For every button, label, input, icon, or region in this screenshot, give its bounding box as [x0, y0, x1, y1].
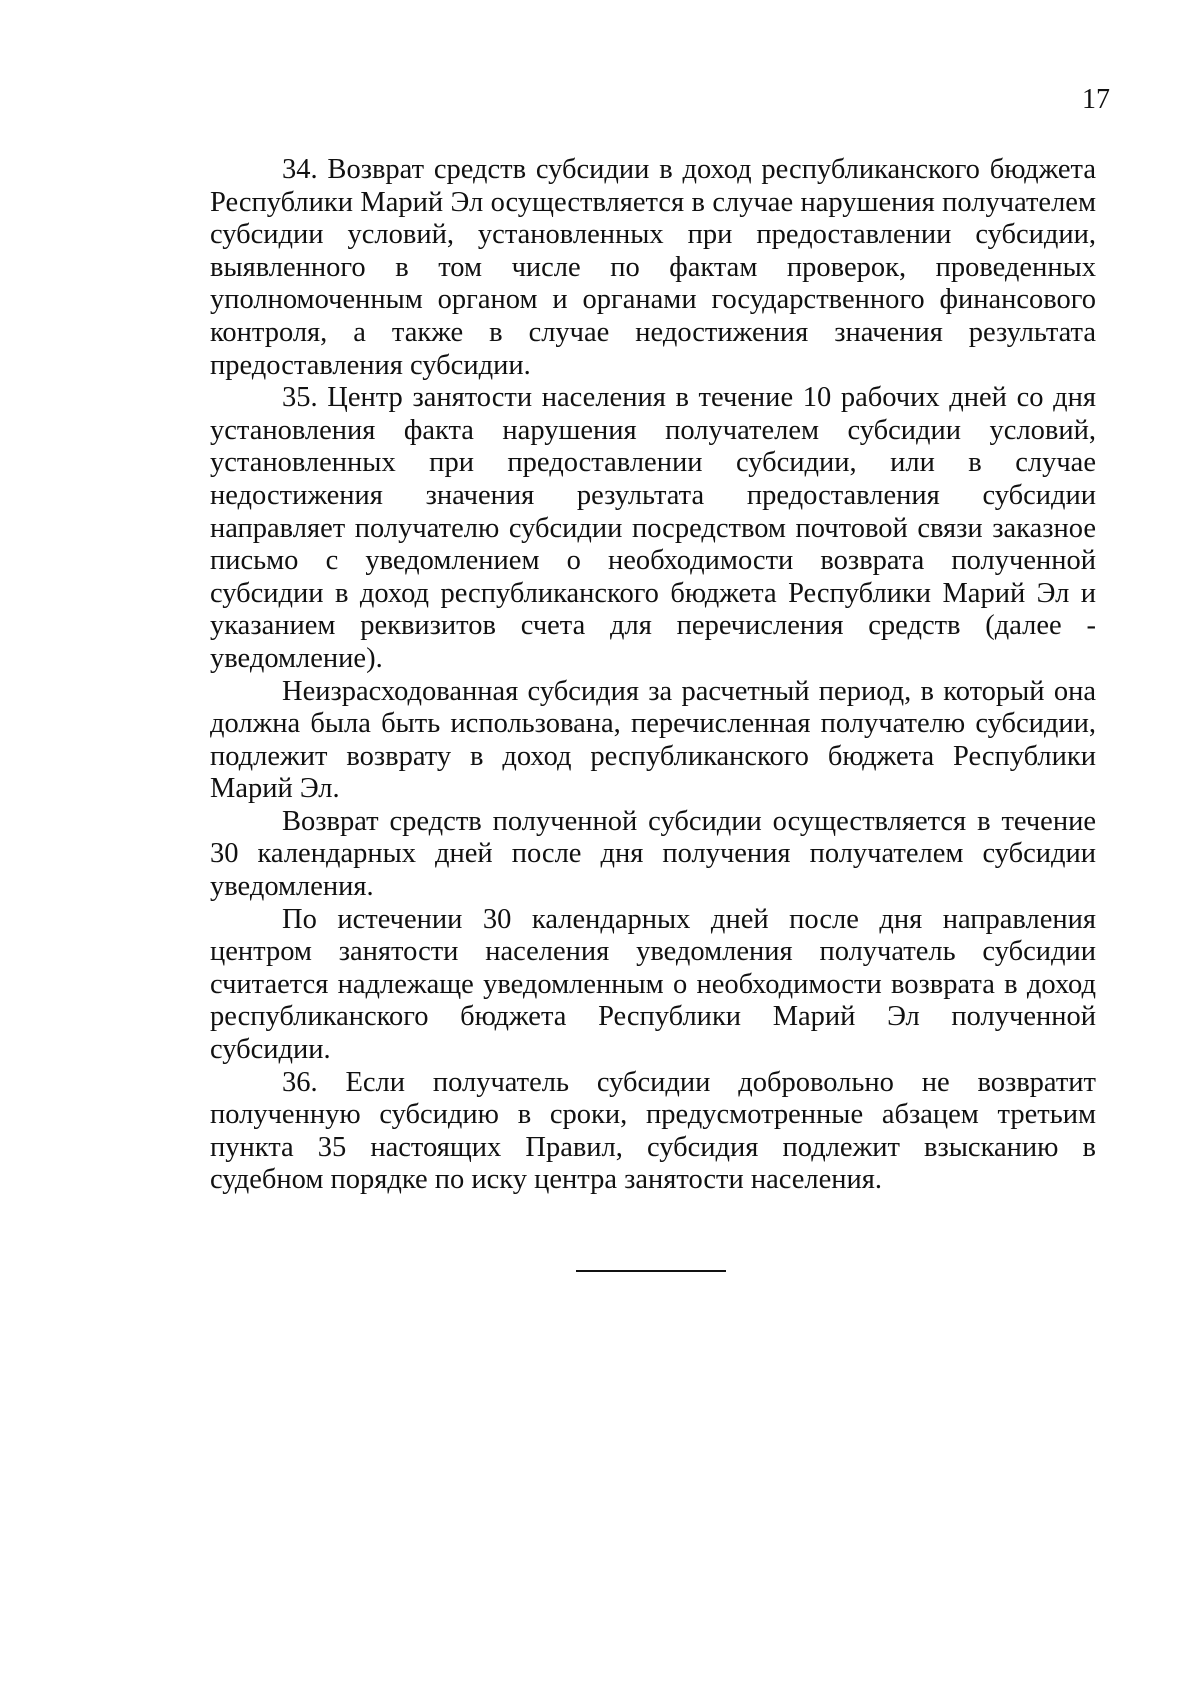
- page-number: 17: [1082, 84, 1110, 115]
- paragraph-35: 35. Центр занятости населения в течение 10 рабочих дней со дня установления факта нарушения получателем субсидии условий, установленных при предоставлении субсидии, или в случае недостижения значения результата предоставления субсидии направляет получателю субсидии посредством почтовой связи заказное письмо с уведомлением о необходимости возврата полученной субсидии в доход республиканского бюджета Республики Марий Эл и указанием реквизитов счета для перечисления средств (далее - уведомление).: [210, 382, 1096, 674]
- paragraph-unspent-subsidy: Неизрасходованная субсидия за расчетный период, в который она должна была быть использована, перечисленная получателю субсидии, подлежит возврату в доход республиканского бюджета Республики Марий Эл.: [210, 675, 1096, 805]
- paragraph-34: 34. Возврат средств субсидии в доход республиканского бюджета Республики Марий Эл осуществляется в случае нарушения получателем субсидии условий, установленных при предоставлении субсидии, выявленного в том числе по фактам проверок, проведенных уполномоченным органом и органами государственного финансового контроля, а также в случае недостижения значения результата предоставления субсидии.: [210, 154, 1096, 381]
- paragraph-return-term: Возврат средств полученной субсидии осуществляется в течение 30 календарных дней после дня получения получателем субсидии уведомления.: [210, 805, 1096, 903]
- paragraph-36: 36. Если получатель субсидии добровольно не возвратит полученную субсидию в сроки, предусмотренные абзацем третьим пункта 35 настоящих Правил, субсидия подлежит взысканию в судебном порядке по иску центра занятости населения.: [210, 1066, 1096, 1196]
- document-body: [210, 154, 1096, 1197]
- paragraph-notification-expiry: По истечении 30 календарных дней после дня направления центром занятости населения уведомления получатель субсидии считается надлежаще уведомленным о необходимости возврата в доход республиканского бюджета Республики Марий Эл полученной субсидии.: [210, 903, 1096, 1066]
- end-of-document-rule: [576, 1270, 726, 1272]
